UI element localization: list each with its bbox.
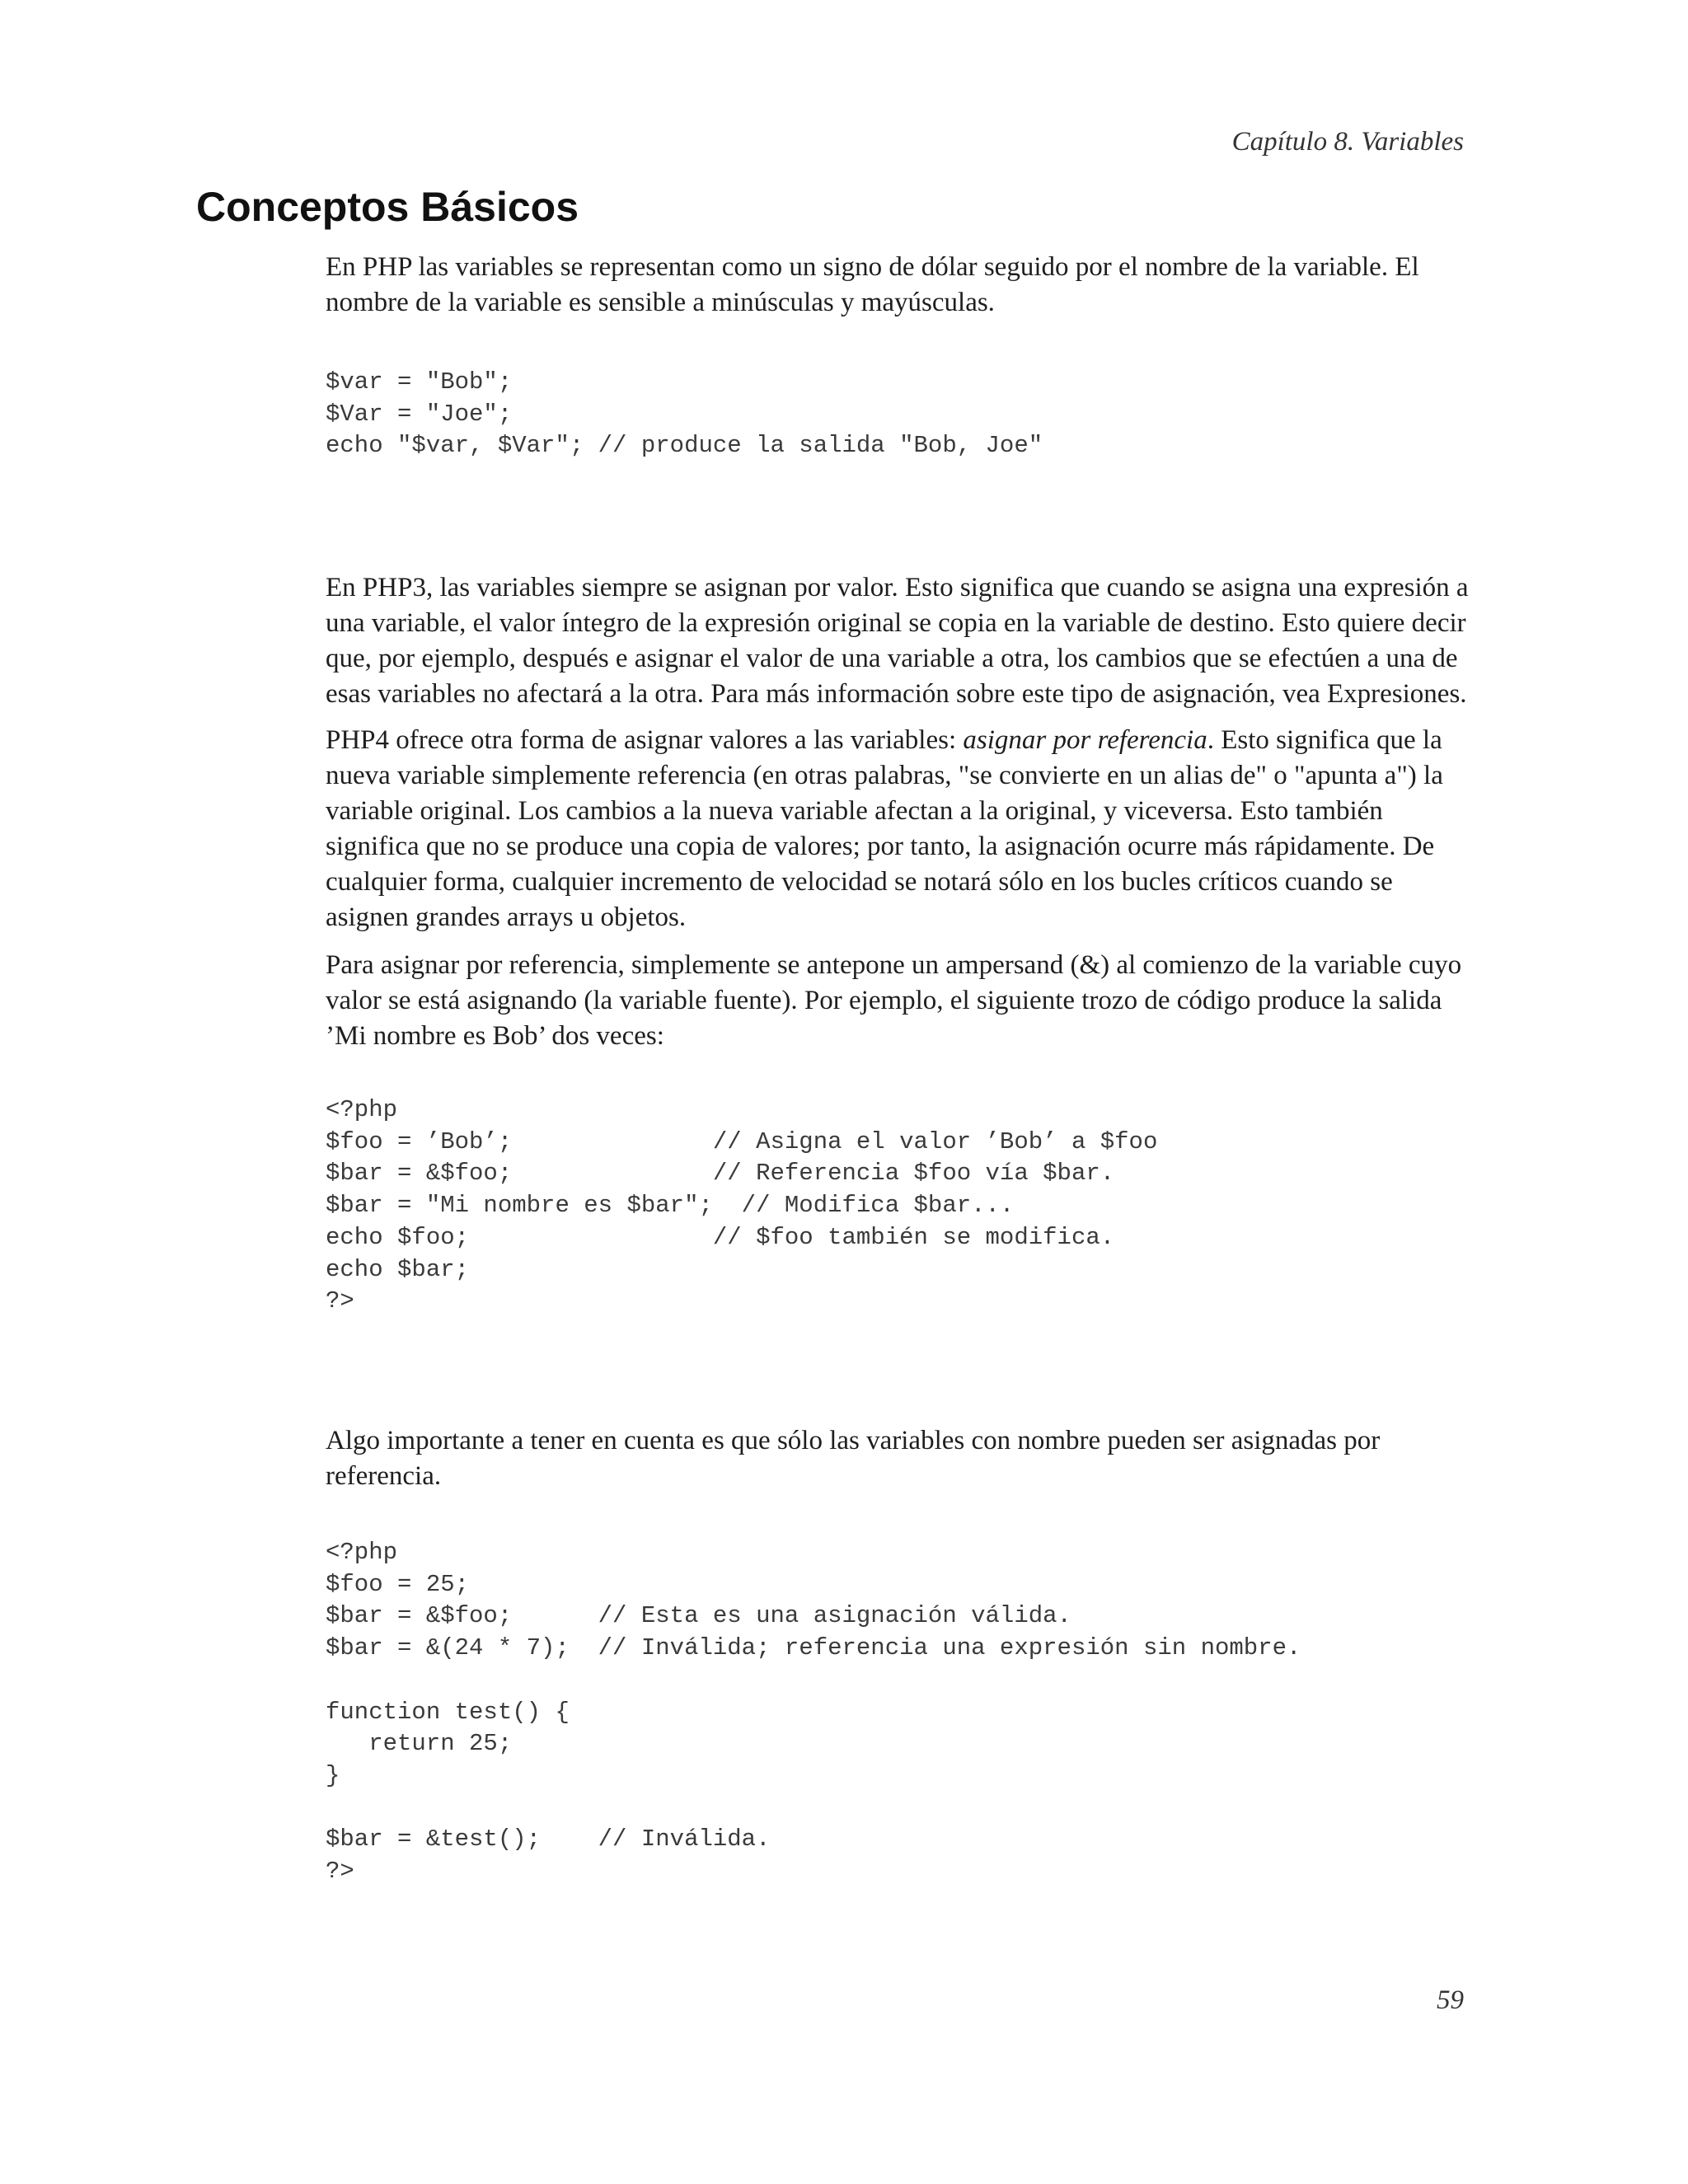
- paragraph-ampersand: Para asignar por referencia, simplemente se antepone un ampersand (&) al comienzo de la variable cuyo valor se está asignando (la variable fuente). Por ejemplo, el siguiente trozo de código produce la salida ’Mi nombre es Bob’ dos veces:: [326, 950, 1462, 1051]
- paragraph-text: . Esto significa que la nueva variable simplemente referencia (en otras palabras, "se convierte en un alias de" o "apunta a") la variable original. Los cambios a la nueva variable afectan a la original, y viceversa. Esto también significa que no se produce una copia de valores; por tanto, la asignación ocurre más rápidamente. De cualquier forma, cualquier incremento de velocidad se notará sólo en los bucles críticos cuando se asignen grandes arrays u objetos.: [326, 725, 1443, 932]
- paragraph-intro: En PHP las variables se representan como un signo de dólar seguido por el nombre de la variable. El nombre de la variable es sensible a minúsculas y mayúsculas.: [326, 252, 1419, 317]
- code-example-invalid-references: <?php $foo = 25; $bar = &$foo; // Esta es una asignación válida. $bar = &(24 * 7); // Inválida; referencia una expresión sin nombre. function test() { return 25; } $bar = &test(); // Inválida. ?>: [326, 1539, 1301, 1886]
- paragraph-text: PHP4 ofrece otra forma de asignar valores a las variables:: [326, 725, 964, 755]
- paragraph-php4-reference: [326, 723, 1471, 935]
- paragraph-named-variables: Algo importante a tener en cuenta es que sólo las variables con nombre pueden ser asignadas por referencia.: [326, 1426, 1381, 1491]
- code-example-case-sensitivity: $var = "Bob"; $Var = "Joe"; echo "$var, $Var"; // produce la salida "Bob, Joe": [326, 368, 1043, 460]
- paragraph-php3-assignment: En PHP3, las variables siempre se asignan por valor. Esto significa que cuando se asigna una expresión a una variable, el valor íntegro de la expresión original se copia en la variable de destino. Esto quiere decir que, por ejemplo, después e asignar el valor de una variable a otra, los cambios que se efectúen a una de esas variables no afectará a la otra. Para más información sobre este tipo de asignación, vea Expresiones.: [326, 573, 1469, 709]
- emphasis-term: asignar por referencia: [963, 725, 1207, 755]
- code-example-reference: <?php $foo = ’Bob’; // Asigna el valor ’Bob’ a $foo $bar = &$foo; // Referencia $foo vía $bar. $bar = "Mi nombre es $bar"; // Modifica $bar... echo $foo; // $foo también se modifica. echo $bar; ?>: [326, 1096, 1158, 1315]
- page-number: 59: [1437, 1985, 1464, 2015]
- chapter-header: Capítulo 8. Variables: [1231, 127, 1464, 157]
- section-title: Conceptos Básicos: [196, 184, 579, 230]
